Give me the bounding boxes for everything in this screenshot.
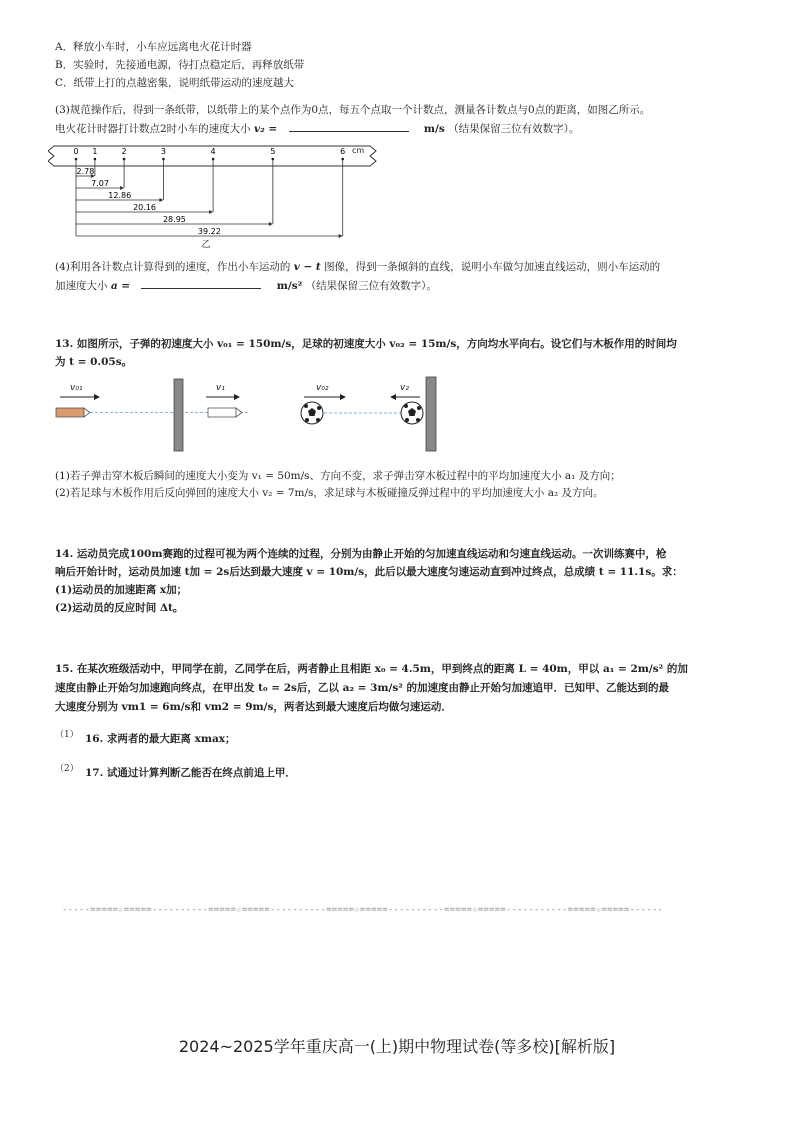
page-footer-title: 2024~2025学年重庆高一(上)期中物理试卷(等多校)[解析版] bbox=[178, 1037, 616, 1056]
q15-number-2: （2） bbox=[55, 764, 79, 774]
label-v01: v₀₁ bbox=[70, 383, 83, 393]
q13-figure bbox=[50, 375, 450, 455]
q12-part4-line1: (4)利用各计数点计算得到的速度，作出小车运动的 v − t 图像，得到一条倾斜的直线，说明小车做匀加速直线运动，则小车运动的 bbox=[55, 261, 661, 273]
label-v1: v₁ bbox=[216, 383, 225, 393]
tape-arrowhead bbox=[120, 186, 124, 190]
q12-part3-line2: 电火花计时器打计数点2时小车的速度大小 v₂ = m/s （结果保留三位有效数字）。 bbox=[55, 123, 580, 135]
label-v02: v₀₂ bbox=[316, 383, 329, 393]
wooden-board-2 bbox=[426, 377, 436, 451]
tape-point-label: 5 bbox=[270, 147, 276, 156]
tape-distance-label: 7.07 bbox=[91, 179, 109, 188]
tape-dot bbox=[75, 158, 78, 161]
bullet-after-icon bbox=[208, 408, 242, 417]
tape-arrowhead bbox=[159, 198, 163, 202]
q15-line1: 15. 在某次班级活动中，甲同学在前，乙同学在后，两者静止且相距 x₀ = 4.5m，甲到终点的距离 L = 40m，甲以 a₁ = 2m/s² 的加 bbox=[55, 663, 688, 675]
tape-point-label: 1 bbox=[92, 147, 98, 156]
q14-line2: 响后开始计时，运动员加速 t加 = 2s后达到最大速度 v = 10m/s，此后以最大速度匀速运动直到冲过终点，总成绩 t = 11.1s。求： bbox=[55, 566, 683, 578]
tape-point-label: 0 bbox=[73, 147, 79, 156]
football-after-icon bbox=[401, 402, 423, 424]
tape-dot bbox=[123, 158, 126, 161]
q15-line3: 大速度分别为 vm1 = 6m/s和 vm2 = 9m/s，两者达到最大速度后均做匀速运动． bbox=[55, 701, 452, 713]
tape-point-label: 4 bbox=[210, 147, 216, 156]
q14-sub1: (1)运动员的加速距离 x加； bbox=[55, 584, 188, 596]
option-c: C．纸带上打的点越密集，说明纸带运动的速度越大 bbox=[55, 77, 295, 89]
answer-blank-a[interactable] bbox=[141, 278, 261, 289]
q15-sub2: 17. 试通过计算判断乙能否在终点前追上甲． bbox=[85, 767, 296, 779]
q13-sub2: (2)若足球与木板作用后反向弹回的速度大小 v₂ = 7m/s，求足球与木板碰撞反弹过程中的平均加速度大小 a₂ 及方向。 bbox=[55, 487, 604, 499]
q15-sub1: 16. 求两者的最大距离 xmax； bbox=[85, 733, 236, 745]
tape-dot bbox=[212, 158, 215, 161]
option-a: A．释放小车时，小车应远离电火花计时器 bbox=[55, 41, 252, 53]
tape-point-label: 2 bbox=[121, 147, 127, 156]
q15-number-1: （1） bbox=[55, 730, 79, 740]
tape-unit: cm bbox=[352, 146, 365, 155]
q13-line1: 13. 如图所示，子弹的初速度大小 v₀₁ = 150m/s，足球的初速度大小 v₀₂ = 15m/s，方向均水平向右。设它们与木板作用的时间均 bbox=[55, 338, 677, 350]
q13-line2: 为 t = 0.05s。 bbox=[55, 356, 133, 368]
label-v2: v₂ bbox=[400, 383, 409, 393]
tape-point-label: 3 bbox=[160, 147, 166, 156]
answer-blank-v2[interactable] bbox=[289, 121, 409, 132]
bullet-before-icon bbox=[56, 408, 90, 417]
tape-distance-label: 39.22 bbox=[197, 227, 221, 236]
wooden-board-1 bbox=[174, 379, 183, 451]
football-before-icon bbox=[301, 402, 323, 424]
option-b: B．实验时，先接通电源，待打点稳定后，再释放纸带 bbox=[55, 59, 305, 71]
tape-arrowhead bbox=[339, 234, 343, 238]
tape-distance-label: 2.78 bbox=[76, 167, 95, 176]
tape-dot bbox=[94, 158, 97, 161]
tape-dot bbox=[272, 158, 275, 161]
q14-sub2: (2)运动员的反应时间 Δt。 bbox=[55, 602, 184, 614]
q15-line2: 速度由静止开始匀加速跑向终点，在甲出发 t₀ = 2s后，乙以 a₂ = 3m/s² 的加速度由静止开始匀加速追甲．已知甲、乙能达到的最 bbox=[55, 682, 670, 694]
tape-diagram bbox=[48, 138, 388, 250]
q12-part3-line1: (3)规范操作后，得到一条纸带，以纸带上的某个点作为0点，每五个点取一个计数点，测量各计数点与0点的距离，如图乙所示。 bbox=[55, 104, 651, 116]
tape-distance-label: 20.16 bbox=[133, 203, 156, 212]
tape-arrowhead bbox=[209, 210, 213, 214]
tape-point-label: 6 bbox=[340, 147, 346, 156]
q13-sub1: (1)若子弹击穿木板后瞬间的速度大小变为 v₁ = 50m/s、方向不变，求子弹击穿木板过程中的平均加速度大小 a₁ 及方向； bbox=[55, 470, 621, 482]
tape-dot bbox=[341, 158, 344, 161]
q14-line1: 14. 运动员完成100m赛跑的过程可视为两个连续的过程，分别为由静止开始的匀加速直线运动和匀速直线运动。一次训练赛中，枪 bbox=[55, 548, 667, 560]
separator-line: -----=====☆=====----------=====☆=====----------=====☆=====----------=====☆=====-----------=====☆=====------ bbox=[62, 905, 664, 915]
tape-arrowhead bbox=[269, 222, 273, 226]
q12-part4-line2: 加速度大小 a = m/s² （结果保留三位有效数字）。 bbox=[55, 280, 437, 292]
figure-label-yi: 乙 bbox=[201, 240, 211, 250]
tape-distance-label: 12.86 bbox=[108, 191, 132, 200]
tape-distance-label: 28.95 bbox=[162, 215, 186, 224]
tape-dot bbox=[162, 158, 165, 161]
